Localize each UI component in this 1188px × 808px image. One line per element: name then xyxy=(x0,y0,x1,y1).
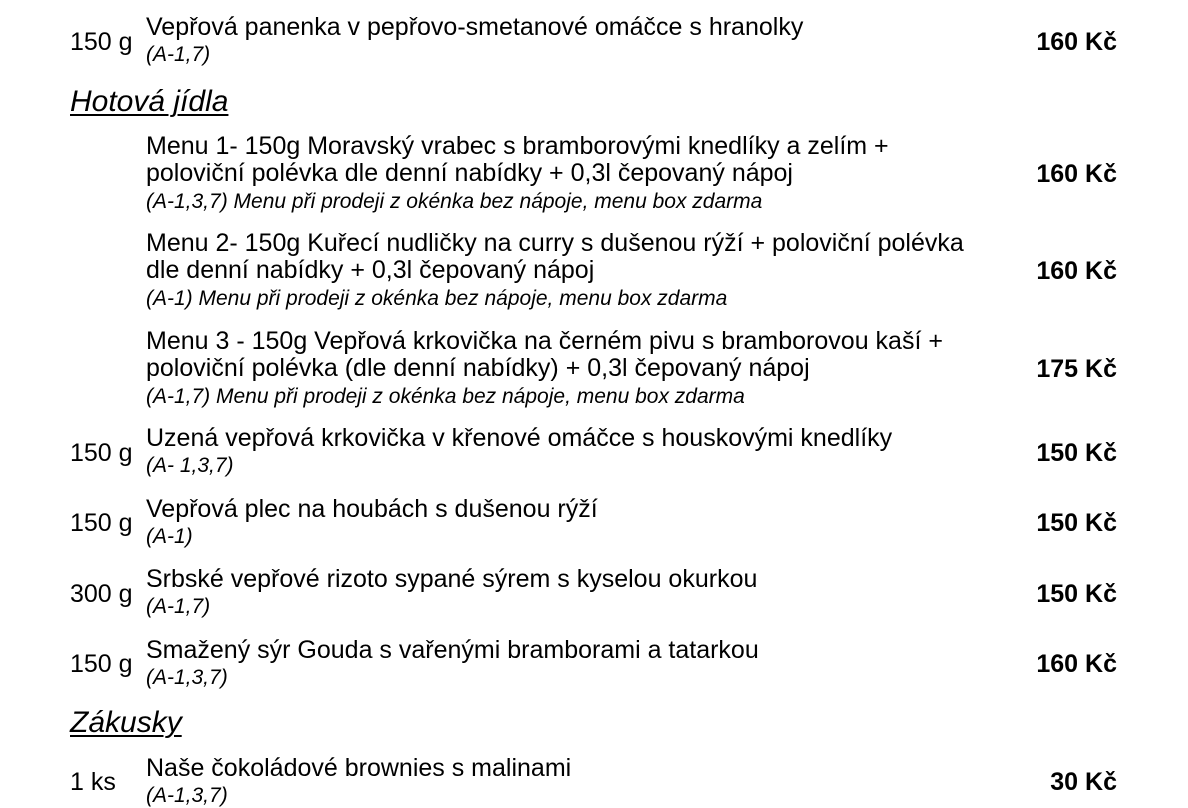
item-weight: 150 g xyxy=(70,650,133,678)
item-weight: 150 g xyxy=(70,509,133,537)
item-name: Srbské vepřové rizoto sypané sýrem s kyselou okurkou xyxy=(146,565,758,593)
section-title-zakusky: Zákusky xyxy=(70,706,182,739)
item-description xyxy=(146,425,1036,478)
item-description xyxy=(146,755,1036,808)
item-name-line-1: Menu 1- 150g Moravský vrabec s bramborovými knedlíky a zelím + xyxy=(146,132,889,160)
item-allergens: (A- 1,3,7) xyxy=(146,454,234,477)
item-price: 160 Kč xyxy=(1036,160,1117,188)
item-price: 30 Kč xyxy=(1050,768,1117,796)
item-description xyxy=(146,328,1036,409)
item-name-line-1: Menu 2- 150g Kuřecí nudličky na curry s dušenou rýží + poloviční polévka xyxy=(146,229,964,257)
item-note: (A-1,7) Menu při prodeji z okénka bez nápoje, menu box zdarma xyxy=(146,385,745,408)
item-name-line-2: poloviční polévka (dle denní nabídky) + 0,3l čepovaný nápoj xyxy=(146,354,810,382)
item-weight: 1 ks xyxy=(70,768,116,796)
item-allergens: (A-1,3,7) xyxy=(146,784,228,807)
item-price: 175 Kč xyxy=(1036,355,1117,383)
item-note: (A-1) Menu při prodeji z okénka bez nápoje, menu box zdarma xyxy=(146,287,728,310)
item-price: 160 Kč xyxy=(1036,257,1117,285)
item-description xyxy=(146,637,1036,690)
item-name: Naše čokoládové brownies s malinami xyxy=(146,754,572,782)
item-price: 160 Kč xyxy=(1036,650,1117,678)
item-description xyxy=(146,496,1036,549)
item-weight: 150 g xyxy=(70,439,133,467)
item-name: Vepřová plec na houbách s dušenou rýží xyxy=(146,495,598,523)
item-price: 160 Kč xyxy=(1036,28,1117,56)
item-name: Uzená vepřová krkovička v křenové omáčce s houskovými knedlíky xyxy=(146,424,893,452)
item-name-line-2: dle denní nabídky + 0,3l čepovaný nápoj xyxy=(146,256,595,284)
item-allergens: (A-1,3,7) xyxy=(146,666,228,689)
item-name: Smažený sýr Gouda s vařenými bramborami a tatarkou xyxy=(146,636,759,664)
section-title-hotova-jidla: Hotová jídla xyxy=(70,85,229,118)
item-price: 150 Kč xyxy=(1036,580,1117,608)
item-name-line-2: poloviční polévka dle denní nabídky + 0,3l čepovaný nápoj xyxy=(146,159,793,187)
item-description xyxy=(146,133,1036,214)
item-description xyxy=(146,14,1036,67)
item-name: Vepřová panenka v pepřovo-smetanové omáčce s hranolky xyxy=(146,13,804,41)
item-description xyxy=(146,230,1036,311)
item-allergens: (A-1,7) xyxy=(146,595,211,618)
item-allergens: (A-1) xyxy=(146,525,193,548)
item-price: 150 Kč xyxy=(1036,439,1117,467)
item-name-line-1: Menu 3 - 150g Vepřová krkovička na černém pivu s bramborovou kaší + xyxy=(146,327,943,355)
item-description xyxy=(146,566,1036,619)
item-price: 150 Kč xyxy=(1036,509,1117,537)
item-allergens: (A-1,7) xyxy=(146,43,211,66)
item-note: (A-1,3,7) Menu při prodeji z okénka bez nápoje, menu box zdarma xyxy=(146,190,763,213)
item-weight: 300 g xyxy=(70,580,133,608)
item-weight: 150 g xyxy=(70,28,133,56)
